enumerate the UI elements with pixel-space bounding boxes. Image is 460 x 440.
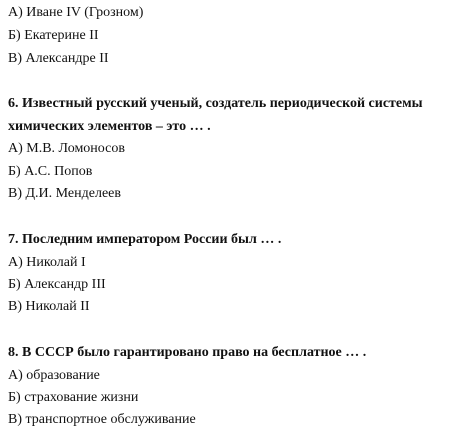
- q5-option-b: Б) Екатерине II: [8, 28, 99, 43]
- q6-question-line-2: химических элементов – это … .: [8, 119, 211, 134]
- q6-question-line-1: 6. Известный русский ученый, создатель периодической системы: [8, 96, 423, 111]
- q7-option-b: Б) Александр III: [8, 277, 106, 292]
- q7-option-c: В) Николай II: [8, 299, 90, 314]
- q8-question-line-1: 8. В СССР было гарантировано право на бесплатное … .: [8, 345, 367, 360]
- q6-option-c: В) Д.И. Менделеев: [8, 186, 121, 201]
- q8-option-a: А) образование: [8, 368, 100, 383]
- q7-option-a: А) Николай I: [8, 255, 86, 270]
- q8-option-b: Б) страхование жизни: [8, 390, 139, 405]
- q6-option-b: Б) А.С. Попов: [8, 164, 93, 179]
- q7-question-line-1: 7. Последним императором России был … .: [8, 232, 282, 247]
- q5-option-c: В) Александре II: [8, 51, 109, 66]
- q6-option-a: А) М.В. Ломоносов: [8, 141, 125, 156]
- q8-option-c: В) транспортное обслуживание: [8, 412, 196, 427]
- q5-option-a: А) Иване IV (Грозном): [8, 5, 144, 20]
